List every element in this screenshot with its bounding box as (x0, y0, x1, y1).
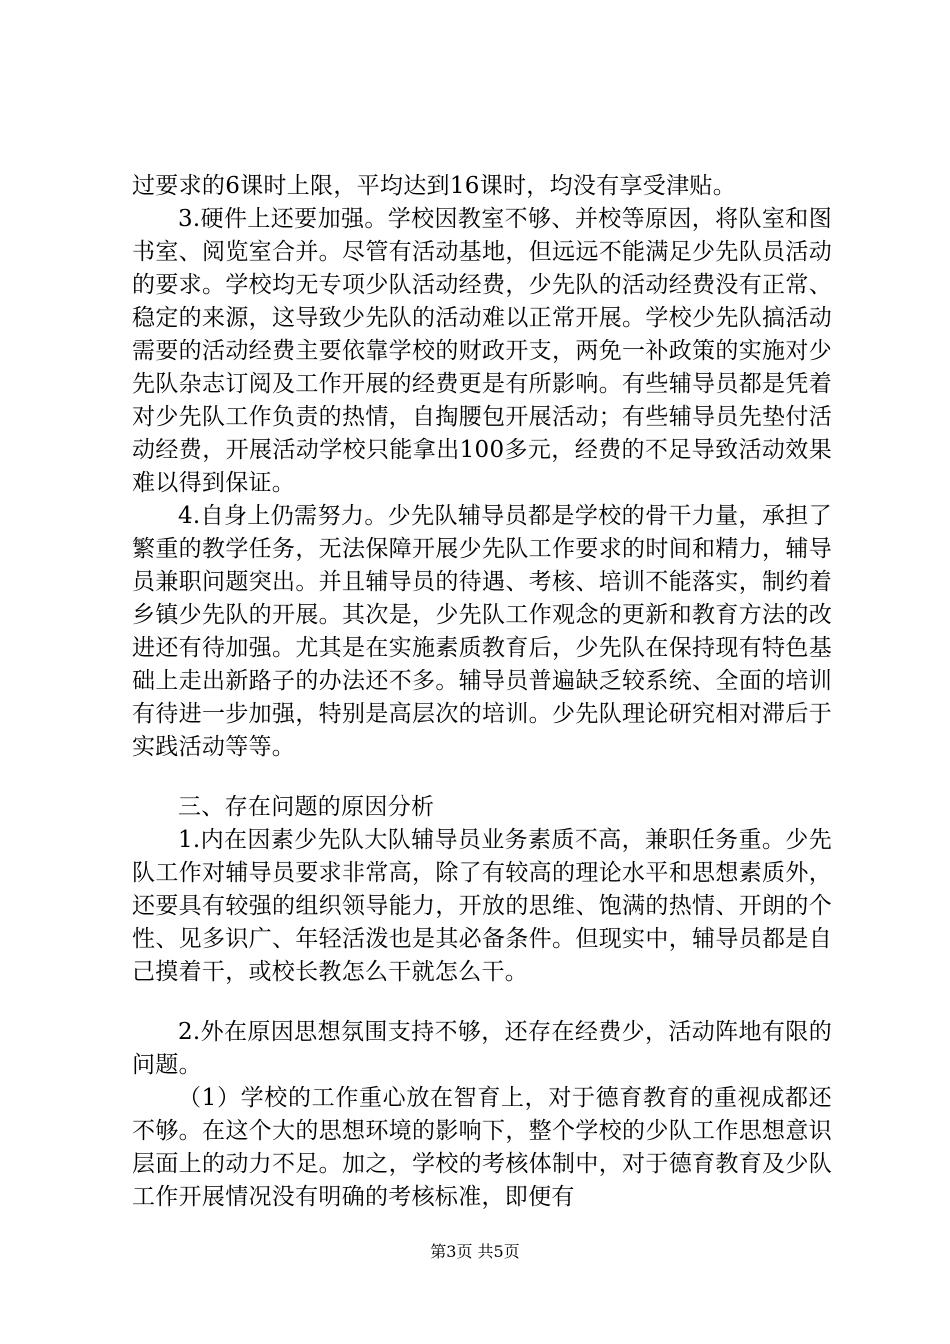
paragraph-item-1: （1）学校的工作重心放在智育上，对于德育教育的重视成都还不够。在这个大的思想环境的影响下，整个学校的少队工作思想意识层面上的动力不足。加之，学校的考核体制中，对于德育教育及少队工作开展情况没有明确的考核标准，即便有 (132, 1085, 832, 1210)
paragraph-hardware: 3.硬件上还要加强。学校因教室不够、并校等原因，将队室和图书室、阅览室合并。尽管有活动基地，但远远不能满足少先队员活动的要求。学校均无专项少队活动经费，少先队的活动经费没有正常、稳定的来源，这导致少先队的活动难以正常开展。学校少先队搞活动需要的活动经费主要依靠学校的财政开支，两免一补政策的实施对少先队杂志订阅及工作开展的经费更是有所影响。有些辅导员都是凭着对少先队工作负责的热情，自掏腰包开展活动；有些辅导员先垫付活动经费，开展活动学校只能拿出100多元，经费的不足导致活动效果难以得到保证。 (132, 206, 832, 496)
paragraph-self-effort: 4.自身上仍需努力。少先队辅导员都是学校的骨干力量，承担了繁重的教学任务，无法保障开展少先队工作要求的时间和精力，辅导员兼职问题突出。并且辅导员的待遇、考核、培训不能落实，制约着乡镇少先队的开展。其次是，少先队工作观念的更新和教育方法的改进还有待加强。尤其是在实施素质教育后，少先队在保持现有特色基础上走出新路子的办法还不多。辅导员普遍缺乏较系统、全面的培训有待进一步加强，特别是高层次的培训。少先队理论研究相对滞后于实践活动等等。 (132, 503, 832, 760)
document-body (132, 170, 832, 1214)
paragraph-internal-factors: 1.内在因素少先队大队辅导员业务素质不高，兼职任务重。少先队工作对辅导员要求非常高，除了有较高的理论水平和思想素质外，还要具有较强的组织领导能力，开放的思维、饱满的热情、开朗的个性、见多识广、年轻活泼也是其必备条件。但现实中，辅导员都是自己摸着干，或校长教怎么干就怎么干。 (132, 827, 832, 985)
paragraph-continuation: 过要求的6课时上限，平均达到16课时，均没有享受津贴。 (132, 173, 736, 199)
paragraph-external-factors: 2.外在原因思想氛围支持不够，还存在经费少，活动阵地有限的问题。 (132, 1019, 832, 1078)
section-heading-cause-analysis: 三、存在问题的原因分析 (178, 794, 435, 820)
page-number-footer: 第3页 共5页 (430, 1242, 520, 1261)
